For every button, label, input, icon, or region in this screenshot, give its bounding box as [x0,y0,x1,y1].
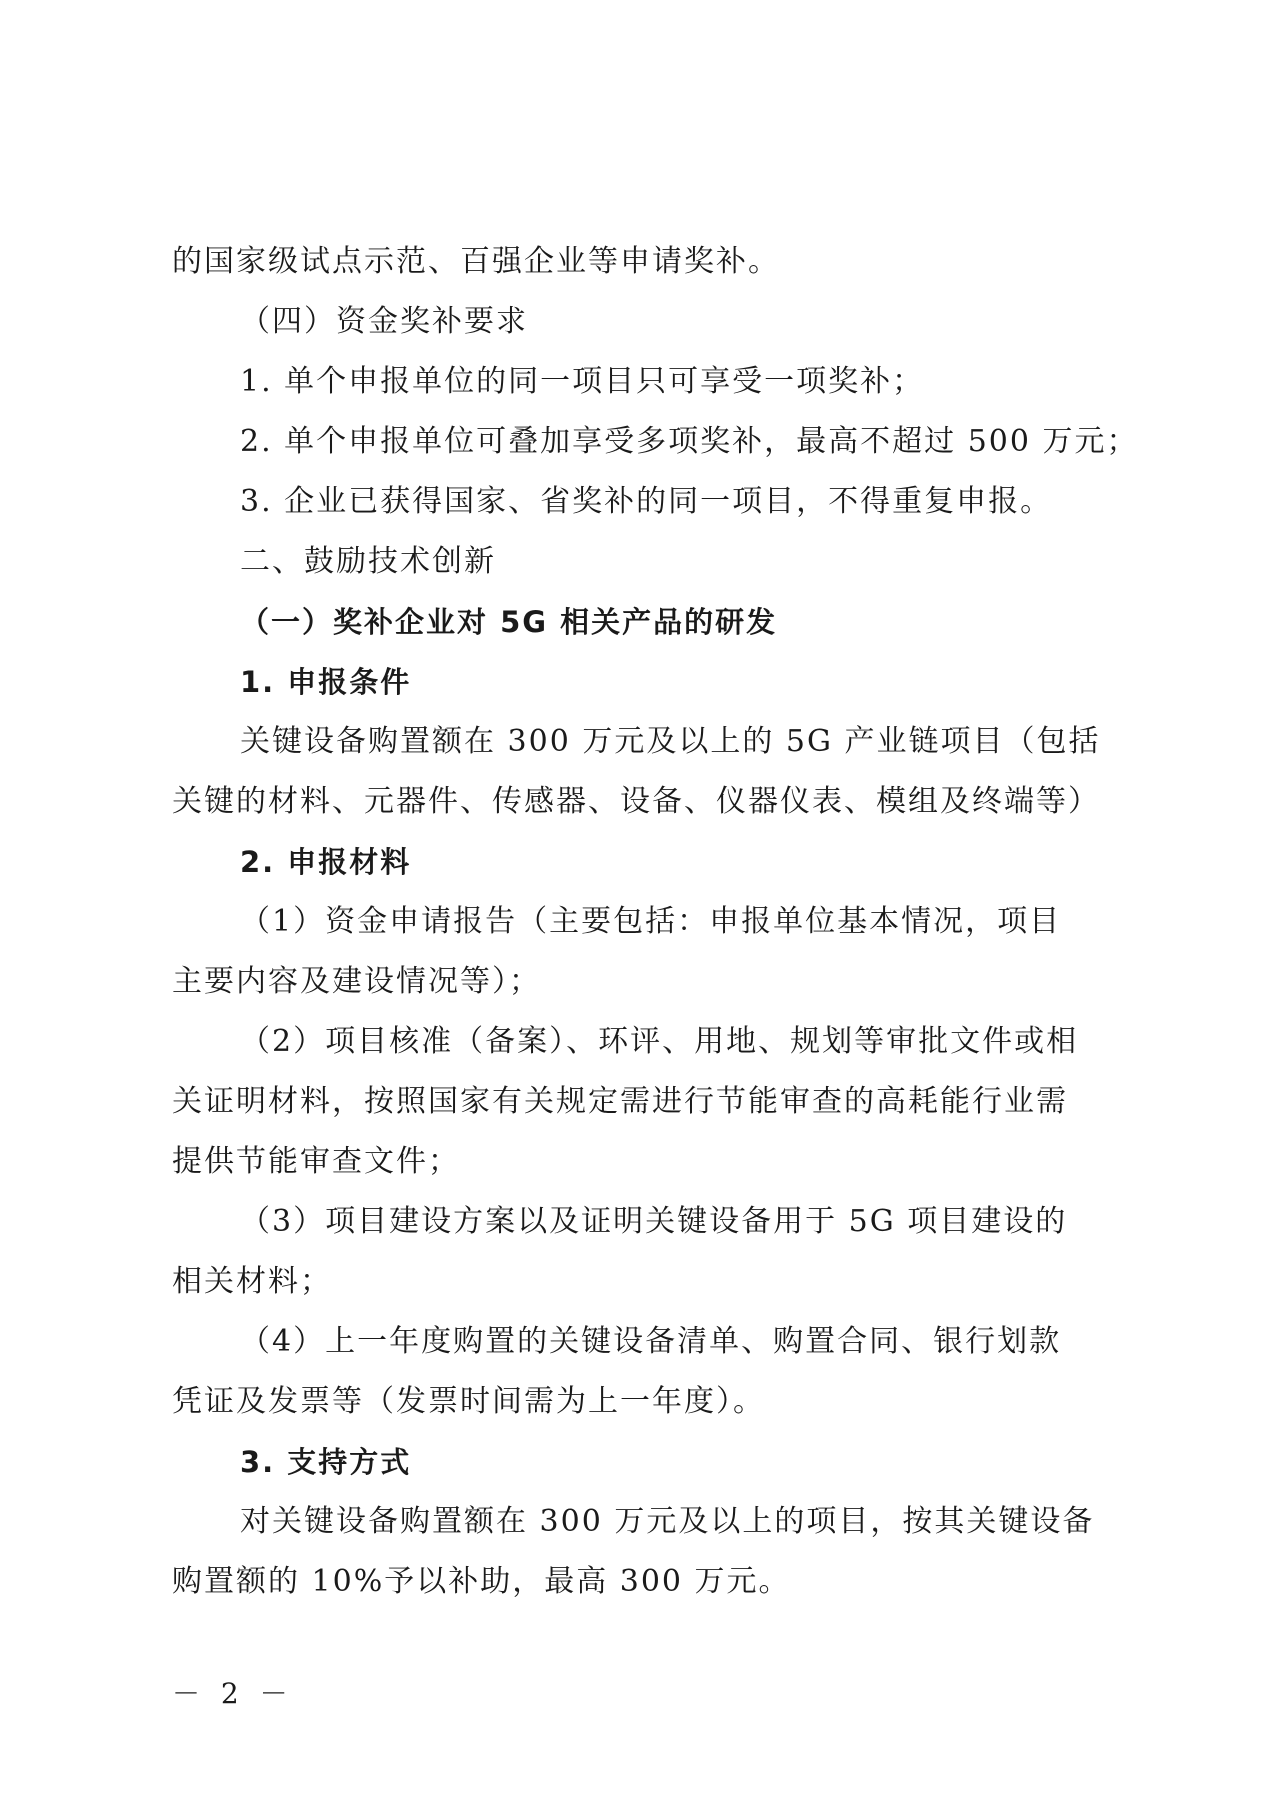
text-line: 关键设备购置额在 300 万元及以上的 5G 产业链项目（包括 [240,724,1101,759]
text-line: （1）资金申请报告（主要包括：申报单位基本情况，项目 [240,904,1062,939]
section-heading: 二、鼓励技术创新 [240,544,496,579]
text-line: 主要内容及建设情况等）； [172,964,541,999]
subsection-heading: （一）奖补企业对 5G 相关产品的研发 [240,605,778,639]
item-heading: 1. 申报条件 [240,665,412,699]
text-line: 关键的材料、元器件、传感器、设备、仪器仪表、模组及终端等） [172,784,1100,819]
section-subheading: （四）资金奖补要求 [240,304,528,339]
item-heading: 3. 支持方式 [240,1445,412,1479]
text-line: （4）上一年度购置的关键设备清单、购置合同、银行划款 [240,1324,1062,1359]
document-body [172,232,1139,1612]
item-heading: 2. 申报材料 [240,845,412,879]
text-line: 凭证及发票等（发票时间需为上一年度）。 [172,1384,765,1419]
text-line: 相关材料； [172,1264,332,1299]
text-line: 对关键设备购置额在 300 万元及以上的项目，按其关键设备 [240,1504,1095,1539]
list-item: 2. 单个申报单位可叠加享受多项奖补，最高不超过 500 万元； [240,424,1139,459]
text-line: 提供节能审查文件； [172,1144,460,1179]
list-item: 1. 单个申报单位的同一项目只可享受一项奖补； [240,364,925,399]
page-number: － 2 － [172,1677,294,1710]
text-line: 关证明材料，按照国家有关规定需进行节能审查的高耗能行业需 [172,1084,1068,1119]
text-line: （2）项目核准（备案）、环评、用地、规划等审批文件或相 [240,1024,1079,1059]
list-item: 3. 企业已获得国家、省奖补的同一项目，不得重复申报。 [240,484,1053,519]
text-line: 的国家级试点示范、百强企业等申请奖补。 [172,244,780,279]
text-line: 购置额的 10%予以补助，最高 300 万元。 [172,1564,791,1599]
text-line: （3）项目建设方案以及证明关键设备用于 5G 项目建设的 [240,1204,1068,1239]
